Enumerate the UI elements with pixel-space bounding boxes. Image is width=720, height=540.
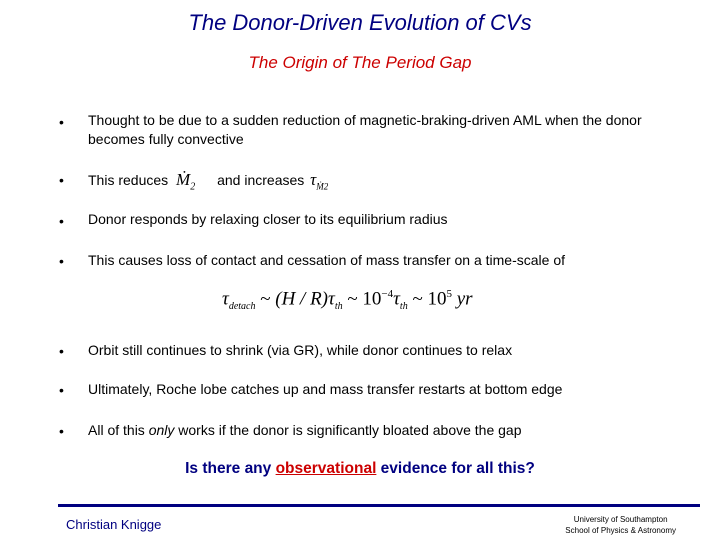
bullet-marker: • — [59, 172, 64, 188]
bullet-marker: • — [59, 343, 64, 359]
bullet-text: Thought to be due to a sudden reduction of magnetic-braking-driven AML when the donor becomes fully convective — [88, 112, 642, 147]
bullet-text: Orbit still continues to shrink (via GR), while donor continues to relax — [88, 342, 513, 358]
bullet-pre-text: This reduces — [88, 172, 169, 188]
bullet-marker: • — [59, 114, 64, 130]
detach-timescale-formula: $\tau_{detach}$ ~ $(H / R)\tau_{th}$ ~ $10^{-4}\tau_{th}$ ~ $10^5$ yr — [222, 288, 473, 313]
footer-affiliation — [565, 514, 676, 536]
bullet-marker: • — [59, 253, 64, 269]
slide-subtitle: The Origin of The Period Gap — [248, 53, 472, 72]
footer-author: Christian Knigge — [66, 517, 162, 532]
tau-mdot2-symbol: $\tau_{Ṁ2}$ — [310, 170, 329, 192]
bullet-text: This causes loss of contact and cessation of mass transfer on a time-scale of — [88, 252, 565, 268]
mdot2-symbol: Ṁ$_2$ — [176, 170, 196, 193]
bullet-marker: • — [59, 213, 64, 229]
footer-divider — [58, 504, 700, 507]
slide-title: The Donor-Driven Evolution of CVs — [188, 10, 532, 35]
bullet-text: Donor responds by relaxing closer to its equilibrium radius — [88, 211, 448, 227]
bullet-marker: • — [59, 423, 64, 439]
bullet-mid-text: and increases — [217, 172, 305, 188]
university-name: University of Southampton — [573, 515, 668, 524]
bullet-text: Ultimately, Roche lobe catches up and mass transfer restarts at bottom edge — [88, 381, 563, 397]
bullet-text-with-math — [88, 170, 673, 196]
emphasis-only: only — [148, 422, 175, 438]
closing-question: Is there any observational evidence for all this? — [185, 460, 535, 477]
bullet-text-emphasis: All of this only works if the donor is significantly bloated above the gap — [88, 422, 522, 438]
bullet-marker: • — [59, 382, 64, 398]
emphasis-observational: observational — [275, 460, 377, 477]
school-name: School of Physics & Astronomy — [565, 526, 676, 535]
